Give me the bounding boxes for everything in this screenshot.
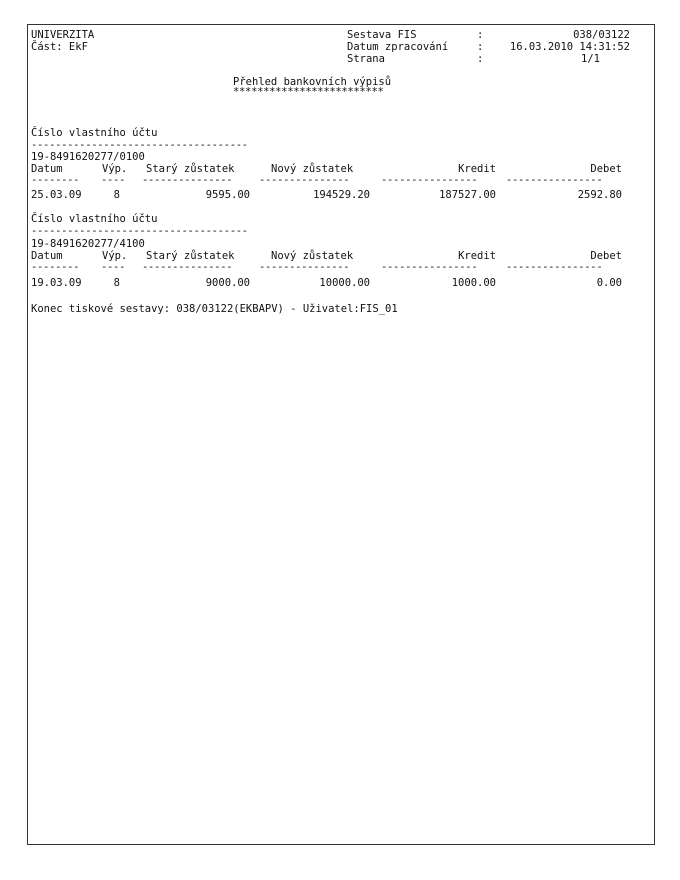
col-date: Datum — [31, 163, 63, 175]
report-footer: Konec tiskové sestavy: 038/03122(EKBAPV) - Uživatel:FIS_01 — [31, 303, 398, 315]
col-credit: Kredit — [458, 250, 496, 262]
org-part: Část: EkF — [31, 41, 88, 53]
account-label: Číslo vlastního účtu — [31, 127, 158, 139]
row-old-balance: 9595.00 — [205, 189, 250, 201]
col-old-balance: Starý zůstatek — [146, 250, 235, 262]
row-old-balance: 9000.00 — [205, 277, 250, 289]
col-rule-new: --------------- — [259, 174, 350, 186]
processed-colon: : — [477, 41, 484, 53]
col-date: Datum — [31, 250, 63, 262]
report-number: 038/03122 — [573, 29, 630, 41]
col-stmt: Výp. — [102, 250, 128, 262]
col-rule-stmt: ---- — [101, 261, 126, 273]
col-new-balance: Nový zůstatek — [271, 163, 354, 175]
col-rule-old: --------------- — [142, 261, 233, 273]
page-colon: : — [477, 53, 484, 65]
page-number: 1/1 — [581, 53, 600, 65]
row-date: 19.03.09 — [31, 277, 82, 289]
col-old-balance: Starý zůstatek — [146, 163, 235, 175]
row-debit: 2592.80 — [577, 189, 622, 201]
row-stmt: 8 — [113, 277, 120, 289]
row-date: 25.03.09 — [31, 189, 82, 201]
col-new-balance: Nový zůstatek — [271, 250, 354, 262]
col-debit: Debet — [590, 250, 622, 262]
col-rule-new: --------------- — [259, 261, 350, 273]
account-number: 19-8491620277/4100 — [31, 238, 145, 250]
row-new-balance: 194529.20 — [313, 189, 370, 201]
col-rule-stmt: ---- — [101, 174, 126, 186]
row-stmt: 8 — [113, 189, 120, 201]
report-label: Sestava FIS — [347, 29, 417, 41]
row-new-balance: 10000.00 — [319, 277, 370, 289]
col-stmt: Výp. — [102, 163, 128, 175]
col-rule-credit: ---------------- — [381, 261, 478, 273]
org-name: UNIVERZITA — [31, 29, 95, 41]
row-credit: 1000.00 — [451, 277, 496, 289]
processed-label: Datum zpracování — [347, 41, 449, 53]
col-rule-credit: ---------------- — [381, 174, 478, 186]
col-debit: Debet — [590, 163, 622, 175]
col-rule-old: --------------- — [142, 174, 233, 186]
title-underline: ************************* — [233, 86, 384, 98]
processed-datetime: 16.03.2010 14:31:52 — [509, 41, 630, 53]
account-rule: ------------------------------------ — [31, 225, 248, 237]
col-rule-date: -------- — [31, 174, 80, 186]
report-colon: : — [477, 29, 484, 41]
col-credit: Kredit — [458, 163, 496, 175]
row-credit: 187527.00 — [439, 189, 496, 201]
row-debit: 0.00 — [596, 277, 622, 289]
account-number: 19-8491620277/0100 — [31, 151, 145, 163]
col-rule-debit: ---------------- — [506, 174, 603, 186]
account-label: Číslo vlastního účtu — [31, 213, 158, 225]
col-rule-debit: ---------------- — [506, 261, 603, 273]
report-title: Přehled bankovních výpisů — [233, 76, 392, 88]
page-label: Strana — [347, 53, 385, 65]
col-rule-date: -------- — [31, 261, 80, 273]
account-rule: ------------------------------------ — [31, 139, 248, 151]
